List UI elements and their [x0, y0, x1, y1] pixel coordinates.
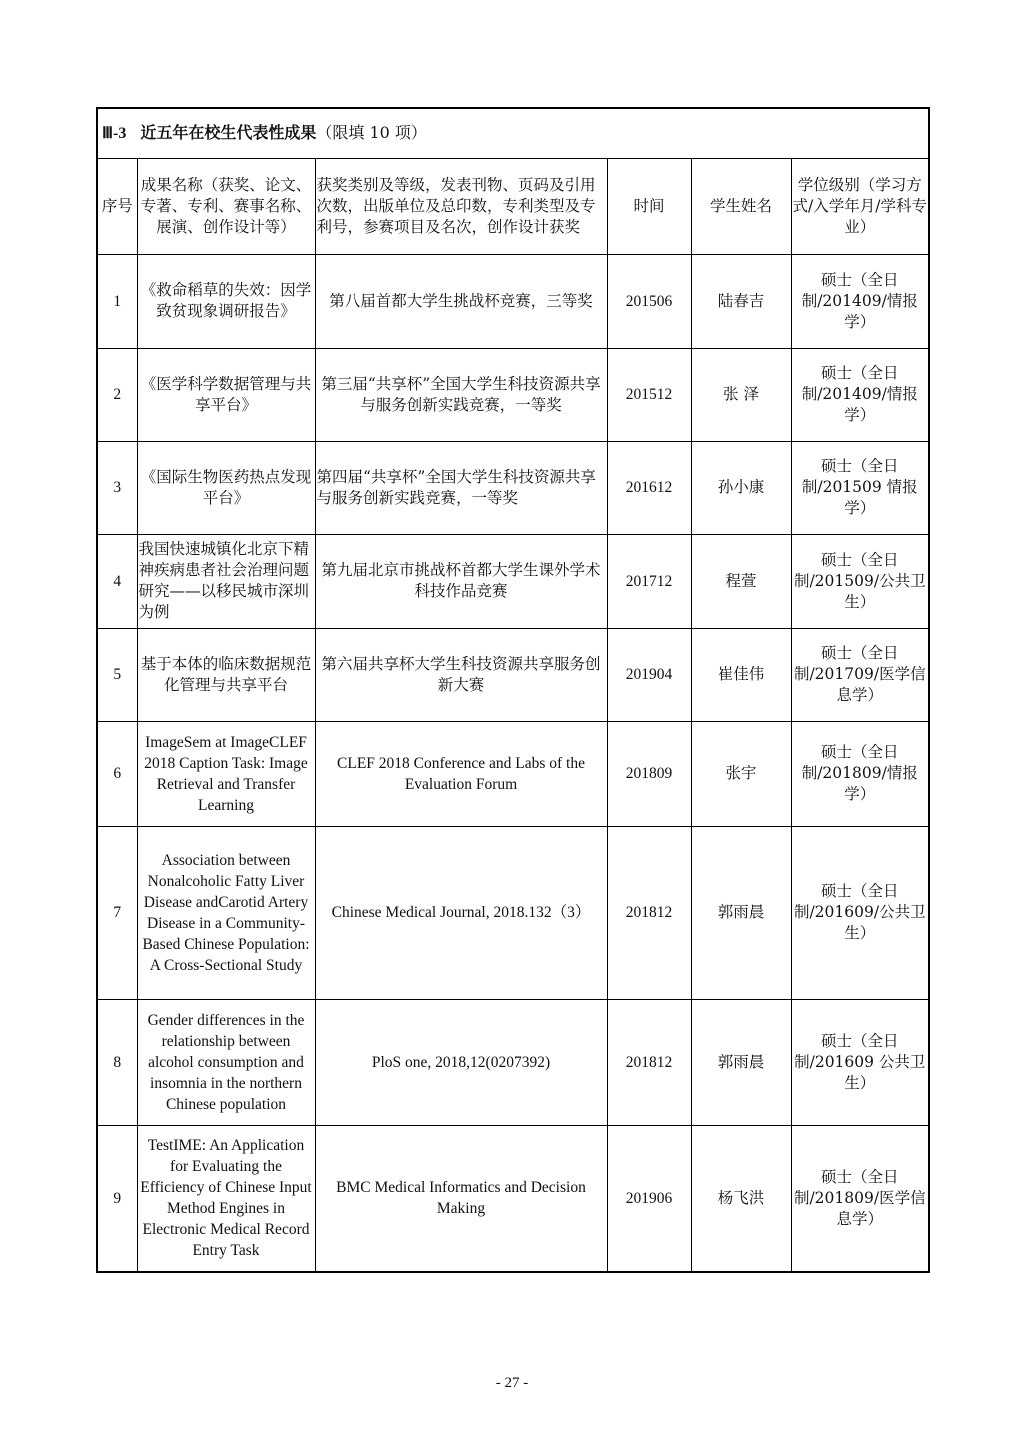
row-degree: 硕士（全日制/201409/情报学）	[791, 348, 929, 441]
row-index: 9	[97, 1125, 137, 1272]
table-row	[97, 721, 929, 826]
table-row	[97, 628, 929, 721]
row-index: 3	[97, 441, 137, 534]
row-name: 《医学科学数据管理与共享平台》	[137, 348, 315, 441]
row-time: 201812	[607, 999, 691, 1125]
row-student: 陆春吉	[691, 254, 791, 348]
row-index: 8	[97, 999, 137, 1125]
row-index: 4	[97, 534, 137, 628]
header-detail: 获奖类别及等级，发表刊物、页码及引用次数，出版单位及总印数，专利类型及专利号，参赛项目及名次，创作设计获奖	[315, 158, 607, 254]
table-row	[97, 441, 929, 534]
page-number: - 27 -	[495, 1375, 529, 1391]
row-name: 基于本体的临床数据规范化管理与共享平台	[137, 628, 315, 721]
row-student: 张宇	[691, 721, 791, 826]
row-detail: PloS one, 2018,12(0207392)	[315, 999, 607, 1125]
header-index: 序号	[97, 158, 137, 254]
row-time: 201809	[607, 721, 691, 826]
row-name: Gender differences in the relationship between alcohol consumption and insomnia in the northern Chinese population	[137, 999, 315, 1125]
row-student: 崔佳伟	[691, 628, 791, 721]
row-detail: 第四届“共享杯”全国大学生科技资源共享与服务创新实践竞赛，一等奖	[315, 441, 607, 534]
section-title-text: 近五年在校生代表性成果	[140, 123, 317, 143]
row-time: 201904	[607, 628, 691, 721]
achievements-table	[96, 107, 930, 1273]
row-time: 201512	[607, 348, 691, 441]
table-row	[97, 254, 929, 348]
row-name: Association between Nonalcoholic Fatty Liver Disease andCarotid Artery Disease in a Community-Based Chinese Population: A Cross-Sectional Study	[137, 826, 315, 999]
row-detail: 第六届共享杯大学生科技资源共享服务创新大赛	[315, 628, 607, 721]
table-row	[97, 348, 929, 441]
table-row	[97, 1125, 929, 1272]
row-name: 《救命稻草的失效：因学致贫现象调研报告》	[137, 254, 315, 348]
row-time: 201712	[607, 534, 691, 628]
header-name: 成果名称（获奖、论文、专著、专利、赛事名称、展演、创作设计等）	[137, 158, 315, 254]
row-detail: CLEF 2018 Conference and Labs of the Evaluation Forum	[315, 721, 607, 826]
header-degree: 学位级别（学习方式/入学年月/学科专业）	[791, 158, 929, 254]
table-row	[97, 826, 929, 999]
row-index: 1	[97, 254, 137, 348]
row-degree: 硕士（全日制/201509/公共卫生）	[791, 534, 929, 628]
row-name: TestIME: An Application for Evaluating the Efficiency of Chinese Input Method Engines in Electronic Medical Record Entry Task	[137, 1125, 315, 1272]
row-detail: BMC Medical Informatics and Decision Making	[315, 1125, 607, 1272]
row-student: 程萱	[691, 534, 791, 628]
row-detail: 第九届北京市挑战杯首都大学生课外学术科技作品竞赛	[315, 534, 607, 628]
section-note: （限填 10 项）	[316, 123, 427, 143]
row-student: 郭雨晨	[691, 999, 791, 1125]
row-degree: 硕士（全日制/201609 公共卫生）	[791, 999, 929, 1125]
row-degree: 硕士（全日制/201809/情报学）	[791, 721, 929, 826]
row-time: 201906	[607, 1125, 691, 1272]
row-index: 5	[97, 628, 137, 721]
row-time: 201506	[607, 254, 691, 348]
row-student: 张 泽	[691, 348, 791, 441]
section-title	[97, 108, 929, 158]
row-detail: 第八届首都大学生挑战杯竞赛，三等奖	[315, 254, 607, 348]
row-degree: 硕士（全日制/201609/公共卫生）	[791, 826, 929, 999]
section-code: Ⅲ-3	[102, 125, 127, 143]
header-time: 时间	[607, 158, 691, 254]
table-row	[97, 534, 929, 628]
row-student: 郭雨晨	[691, 826, 791, 999]
row-name: 我国快速城镇化北京下精神疾病患者社会治理问题研究——以移民城市深圳为例	[137, 534, 315, 628]
row-degree: 硕士（全日制/201509 情报学）	[791, 441, 929, 534]
row-detail: 第三届“共享杯”全国大学生科技资源共享与服务创新实践竞赛，一等奖	[315, 348, 607, 441]
header-row	[97, 158, 929, 254]
table-row	[97, 999, 929, 1125]
row-student: 杨飞洪	[691, 1125, 791, 1272]
row-degree: 硕士（全日制/201409/情报学）	[791, 254, 929, 348]
row-name: 《国际生物医药热点发现平台》	[137, 441, 315, 534]
row-time: 201812	[607, 826, 691, 999]
row-detail: Chinese Medical Journal, 2018.132（3）	[315, 826, 607, 999]
row-degree: 硕士（全日制/201709/医学信息学）	[791, 628, 929, 721]
row-index: 7	[97, 826, 137, 999]
section-title-row	[97, 108, 929, 158]
row-name: ImageSem at ImageCLEF 2018 Caption Task: Image Retrieval and Transfer Learning	[137, 721, 315, 826]
row-degree: 硕士（全日制/201809/医学信息学）	[791, 1125, 929, 1272]
row-time: 201612	[607, 441, 691, 534]
row-index: 2	[97, 348, 137, 441]
row-student: 孙小康	[691, 441, 791, 534]
header-student: 学生姓名	[691, 158, 791, 254]
row-index: 6	[97, 721, 137, 826]
